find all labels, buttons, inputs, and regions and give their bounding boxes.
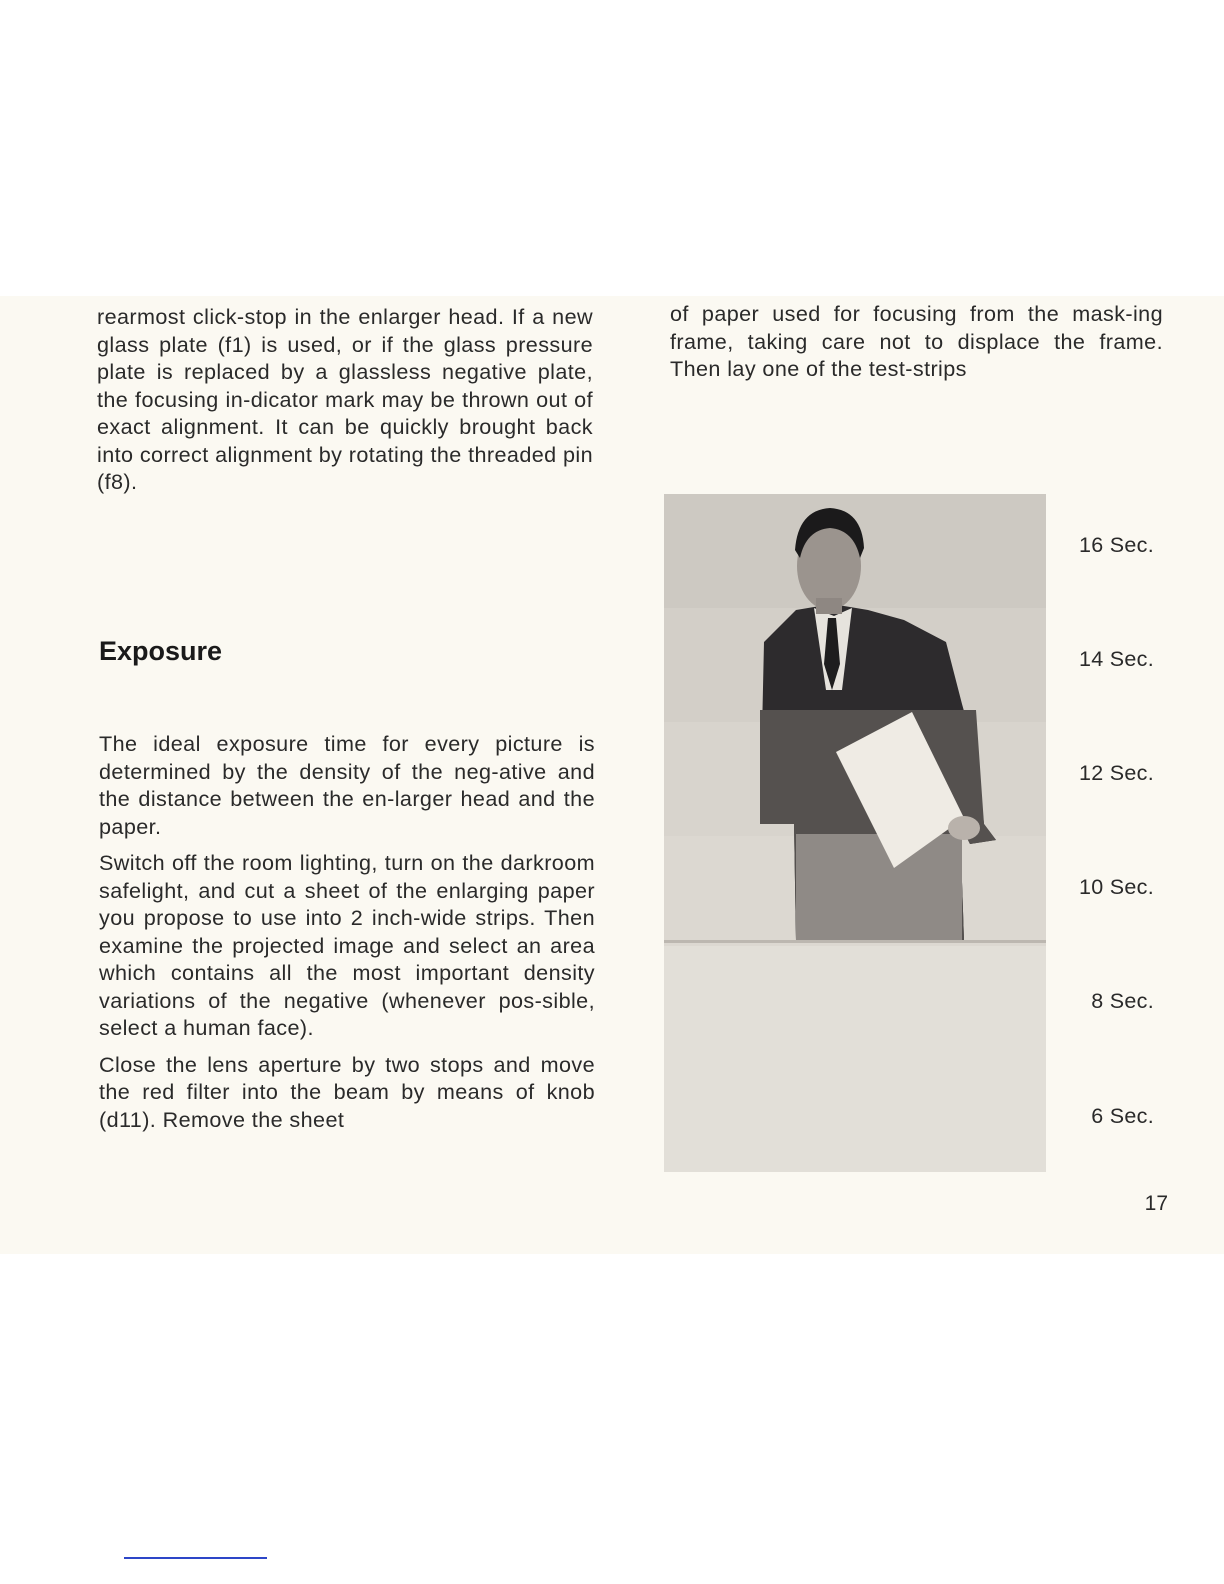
- strip-label-16-sec: 16 Sec.: [1078, 533, 1154, 557]
- test-strip-photo: [664, 494, 1046, 1172]
- intro-paragraph: rearmost click-stop in the enlarger head. If a new glass plate (f1) is used, or if the glass pressure plate is replaced by a glassless negative plate, the focusing in-dicator mark may be thrown out of exact alignment. It can be quickly brought back into correct alignment by rotating the threaded pin (f8).: [97, 304, 593, 494]
- strip-label-12-sec: 12 Sec.: [1078, 761, 1154, 785]
- section-heading-exposure: Exposure: [99, 636, 223, 666]
- continuation-paragraph: of paper used for focusing from the mask-ing frame, taking care not to displace the frame. Then lay one of the test-strips: [670, 301, 1163, 381]
- footnote-divider: [124, 1557, 267, 1559]
- strip-label-14-sec: 14 Sec.: [1078, 647, 1154, 671]
- strip-label-10-sec: 10 Sec.: [1078, 875, 1154, 899]
- exposure-paragraph-2: Switch off the room lighting, turn on the darkroom safelight, and cut a sheet of the enlarging paper you propose to use into 2 inch-wide strips. Then examine the projected image and select an area which contains all the most important density variations of the negative (whenever pos-sible, select a human face).: [99, 850, 595, 1040]
- exposure-paragraph-3: Close the lens aperture by two stops and move the red filter into the beam by means of knob (d11). Remove the sheet: [99, 1051, 595, 1132]
- exposure-body: [99, 730, 595, 1133]
- page-number: 17: [1144, 1192, 1168, 1215]
- exposure-paragraph-1: The ideal exposure time for every picture is determined by the density of the neg-ative and the distance between the en-larger head and the paper.: [99, 731, 595, 839]
- right-column-intro: [670, 300, 1163, 383]
- strip-label-6-sec: 6 Sec.: [1091, 1104, 1154, 1128]
- left-column-intro: [97, 303, 593, 496]
- strip-label-8-sec: 8 Sec.: [1091, 989, 1154, 1013]
